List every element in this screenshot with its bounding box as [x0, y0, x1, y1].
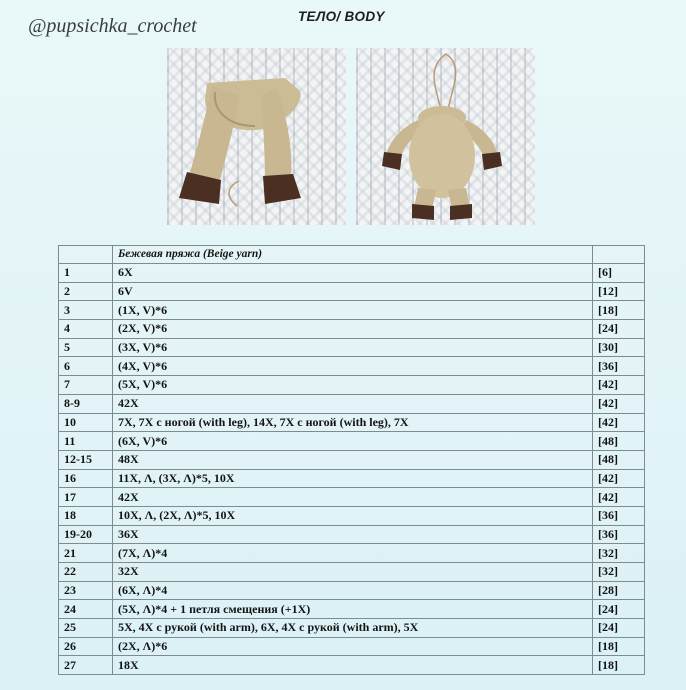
header-yarn-label: Бежевая пряжа (Beige yarn) [113, 246, 593, 264]
row-number: 17 [59, 488, 113, 507]
table-row [59, 488, 645, 507]
row-instruction: 10X, Λ, (2X, Λ)*5, 10X [113, 506, 593, 525]
instagram-handle: @pupsichka_crochet [28, 15, 197, 37]
row-instruction: 42X [113, 488, 593, 507]
row-number: 2 [59, 282, 113, 301]
crochet-body-legs-icon [167, 48, 346, 225]
table-row [59, 376, 645, 395]
stitch-count: [32] [593, 563, 645, 582]
crochet-body-front-photo [356, 48, 535, 225]
row-number: 19-20 [59, 525, 113, 544]
header-row-cell [59, 246, 113, 264]
table-row [59, 619, 645, 638]
row-number: 16 [59, 469, 113, 488]
row-instruction: 32X [113, 563, 593, 582]
row-instruction: (5X, Λ)*4 + 1 петля смещения (+1X) [113, 600, 593, 619]
row-instruction: (6X, V)*6 [113, 432, 593, 451]
table-row [59, 544, 645, 563]
stitch-count: [36] [593, 525, 645, 544]
row-instruction: (2X, V)*6 [113, 320, 593, 339]
row-instruction: 7X, 7X с ногой (with leg), 14X, 7X с ногой (with leg), 7X [113, 413, 593, 432]
row-instruction: (1X, V)*6 [113, 301, 593, 320]
page-title: ТЕЛО/ BODY [298, 9, 385, 24]
row-number: 1 [59, 264, 113, 283]
row-number: 22 [59, 563, 113, 582]
row-instruction: 6V [113, 282, 593, 301]
stitch-count: [30] [593, 338, 645, 357]
pattern-table [58, 245, 645, 675]
stitch-count: [42] [593, 469, 645, 488]
row-number: 6 [59, 357, 113, 376]
stitch-count: [24] [593, 600, 645, 619]
table-row [59, 338, 645, 357]
stitch-count: [36] [593, 357, 645, 376]
stitch-count: [18] [593, 656, 645, 675]
stitch-count: [48] [593, 432, 645, 451]
crochet-body-front-icon [356, 48, 535, 225]
row-number: 18 [59, 506, 113, 525]
row-number: 8-9 [59, 394, 113, 413]
row-instruction: (2X, Λ)*6 [113, 637, 593, 656]
table-row [59, 656, 645, 675]
header-count-cell [593, 246, 645, 264]
row-number: 7 [59, 376, 113, 395]
stitch-count: [6] [593, 264, 645, 283]
row-number: 23 [59, 581, 113, 600]
stitch-count: [24] [593, 619, 645, 638]
stitch-count: [24] [593, 320, 645, 339]
row-instruction: 11X, Λ, (3X, Λ)*5, 10X [113, 469, 593, 488]
table-row [59, 525, 645, 544]
row-instruction: (6X, Λ)*4 [113, 581, 593, 600]
table-row [59, 600, 645, 619]
table-row [59, 563, 645, 582]
row-number: 11 [59, 432, 113, 451]
stitch-count: [12] [593, 282, 645, 301]
row-number: 3 [59, 301, 113, 320]
row-instruction: 42X [113, 394, 593, 413]
table-header-row [59, 246, 645, 264]
row-instruction: (5X, V)*6 [113, 376, 593, 395]
row-number: 21 [59, 544, 113, 563]
table-row [59, 357, 645, 376]
row-number: 4 [59, 320, 113, 339]
row-instruction: 5X, 4X с рукой (with arm), 6X, 4X с рукой (with arm), 5X [113, 619, 593, 638]
stitch-count: [36] [593, 506, 645, 525]
row-number: 10 [59, 413, 113, 432]
table-row [59, 301, 645, 320]
table-row [59, 637, 645, 656]
table-row [59, 282, 645, 301]
row-instruction: 18X [113, 656, 593, 675]
table-row [59, 506, 645, 525]
row-number: 27 [59, 656, 113, 675]
table-row [59, 581, 645, 600]
table-row [59, 264, 645, 283]
table-row [59, 469, 645, 488]
stitch-count: [42] [593, 413, 645, 432]
stitch-count: [42] [593, 394, 645, 413]
row-number: 5 [59, 338, 113, 357]
row-instruction: (4X, V)*6 [113, 357, 593, 376]
table-row [59, 432, 645, 451]
table-row [59, 320, 645, 339]
row-number: 26 [59, 637, 113, 656]
table-row [59, 450, 645, 469]
table-row [59, 413, 645, 432]
crochet-body-legs-photo [167, 48, 346, 225]
row-instruction: (7X, Λ)*4 [113, 544, 593, 563]
stitch-count: [32] [593, 544, 645, 563]
stitch-count: [42] [593, 376, 645, 395]
stitch-count: [42] [593, 488, 645, 507]
row-number: 12-15 [59, 450, 113, 469]
stitch-count: [48] [593, 450, 645, 469]
row-instruction: 48X [113, 450, 593, 469]
row-number: 25 [59, 619, 113, 638]
row-instruction: (3X, V)*6 [113, 338, 593, 357]
table-row [59, 394, 645, 413]
stitch-count: [18] [593, 637, 645, 656]
row-instruction: 36X [113, 525, 593, 544]
row-instruction: 6X [113, 264, 593, 283]
row-number: 24 [59, 600, 113, 619]
stitch-count: [18] [593, 301, 645, 320]
stitch-count: [28] [593, 581, 645, 600]
